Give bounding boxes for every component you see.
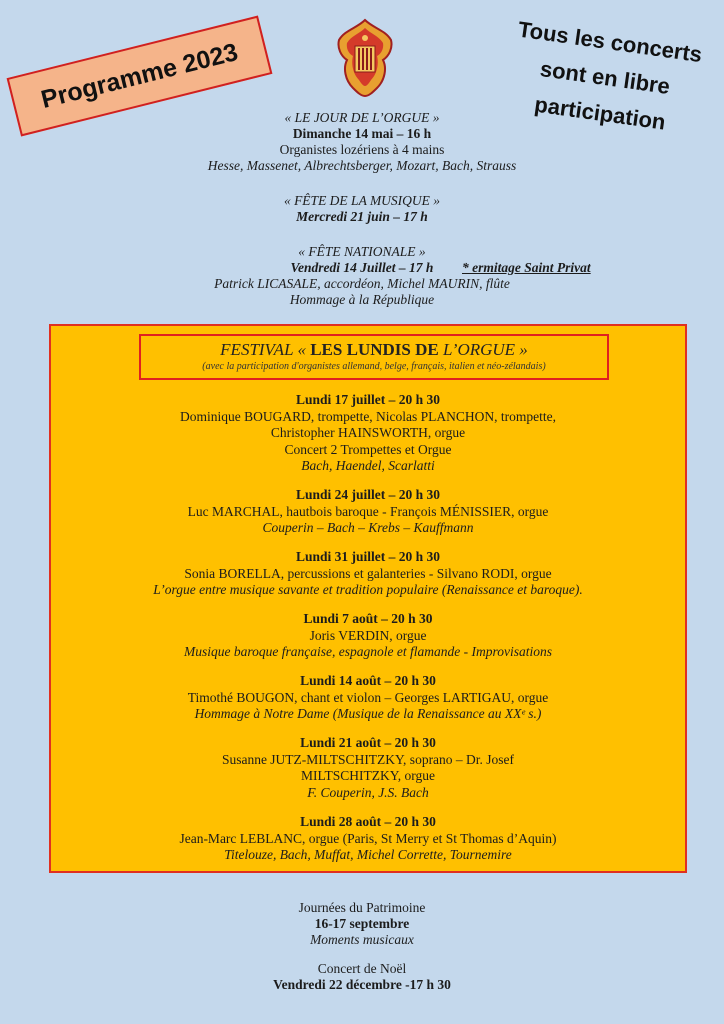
event-date: Vendredi 14 Juillet – 17 h: [290, 260, 434, 275]
concert-performers: Luc MARCHAL, hautbois baroque - François MÉNISSIER, orgue: [187, 503, 549, 519]
event-description: Moments musicaux: [310, 932, 414, 947]
concert-performers: Timothé BOUGON, chant et violon – Georges LARTIGAU, orgue: [187, 689, 549, 705]
festival-title-prefix: FESTIVAL «: [220, 340, 311, 359]
concert-program: Musique baroque française, espagnole et flamande - Improvisations: [184, 644, 552, 659]
concert-date: Lundi 21 août – 20 h 30: [300, 735, 436, 750]
concert-performers: Joris VERDIN, orgue: [309, 627, 427, 643]
concert-program: Titelouze, Bach, Muffat, Michel Corrette, Tournemire: [224, 847, 512, 862]
event-date: 16-17 septembre: [314, 916, 410, 931]
concert-date: Lundi 28 août – 20 h 30: [300, 814, 436, 829]
event-program: Hommage à la République: [289, 292, 435, 307]
event-location-note: * ermitage Saint Privat: [462, 260, 591, 275]
concert-date: Lundi 7 août – 20 h 30: [303, 611, 433, 626]
free-note-line: Tous les concerts: [516, 16, 704, 68]
concert-performers: Jean-Marc LEBLANC, orgue (Paris, St Merry et St Thomas d’Aquin): [179, 830, 557, 846]
event-date-row: [0, 260, 724, 276]
event-date: Dimanche 14 mai – 16 h: [292, 126, 432, 141]
church-emblem-icon: [335, 18, 395, 98]
festival-title-suffix: L’ORGUE »: [438, 340, 528, 359]
concert-date: Lundi 17 juillet – 20 h 30: [295, 392, 441, 407]
programme-badge-label: Programme 2023: [38, 37, 241, 114]
concert-performers: Dominique BOUGARD, trompette, Nicolas PLANCHON, trompette,: [179, 408, 557, 424]
event-performers: Patrick LICASALE, accordéon, Michel MAURIN, flûte: [214, 276, 510, 291]
concert-date: Lundi 24 juillet – 20 h 30: [295, 487, 441, 502]
event-fete-musique: [0, 193, 724, 225]
concert-program: F. Couperin, J.S. Bach: [307, 784, 429, 800]
concert-performers: MILTSCHITZKY, orgue: [300, 768, 435, 783]
event-title: « FÊTE DE LA MUSIQUE »: [283, 193, 441, 208]
festival-subtitle: (avec la participation d'organistes allemand, belge, français, italien et néo-zélandais): [202, 361, 546, 372]
event-date: Mercredi 21 juin – 17 h: [296, 209, 428, 224]
event-description: Organistes lozériens à 4 mains: [279, 142, 445, 157]
concert-date: Lundi 31 juillet – 20 h 30: [295, 549, 441, 564]
concert-program: Hommage à Notre Dame (Musique de la Renaissance au XXᵉ s.): [194, 706, 542, 721]
festival-title: [141, 339, 607, 361]
concert-date: Lundi 14 août – 20 h 30: [300, 673, 436, 688]
event-title: Concert de Noël: [317, 961, 407, 976]
concert-item: [51, 673, 685, 723]
free-note-line: sont en libre: [538, 56, 672, 99]
event-patrimoine: [0, 900, 724, 948]
event-program: Hesse, Massenet, Albrechtsberger, Mozart, Bach, Strauss: [207, 158, 517, 173]
concert-item: [51, 392, 685, 475]
festival-title-box: [139, 334, 609, 380]
event-title: « FÊTE NATIONALE »: [298, 244, 426, 259]
event-title: « LE JOUR DE L’ORGUE »: [284, 110, 440, 125]
concert-performers: Sonia BORELLA, percussions et galanteries - Silvano RODI, orgue: [184, 565, 552, 581]
concert-item: [51, 735, 685, 801]
concert-item: [51, 549, 685, 599]
event-noel: [0, 961, 724, 993]
concert-program: Couperin – Bach – Krebs – Kauffmann: [262, 520, 474, 535]
festival-title-main: LES LUNDIS DE: [310, 340, 439, 359]
concert-item: [51, 487, 685, 537]
event-jour-orgue: [0, 110, 724, 174]
free-note-line: participation: [532, 91, 668, 135]
concert-description: Concert 2 Trompettes et Orgue: [284, 441, 452, 457]
festival-box: [49, 324, 687, 873]
event-date: Vendredi 22 décembre -17 h 30: [273, 977, 451, 992]
concert-program: L’orgue entre musique savante et tradition populaire (Renaissance et baroque).: [153, 582, 583, 597]
concert-item: [51, 611, 685, 661]
concert-performers: Christopher HAINSWORTH, orgue: [270, 425, 466, 440]
concert-performers: Susanne JUTZ-MILTSCHITZKY, soprano – Dr. Josef: [221, 751, 515, 767]
event-fete-nationale: [0, 244, 724, 308]
event-title: Journées du Patrimoine: [298, 900, 426, 915]
concert-item: [51, 814, 685, 864]
concert-program: Bach, Haendel, Scarlatti: [301, 458, 435, 473]
